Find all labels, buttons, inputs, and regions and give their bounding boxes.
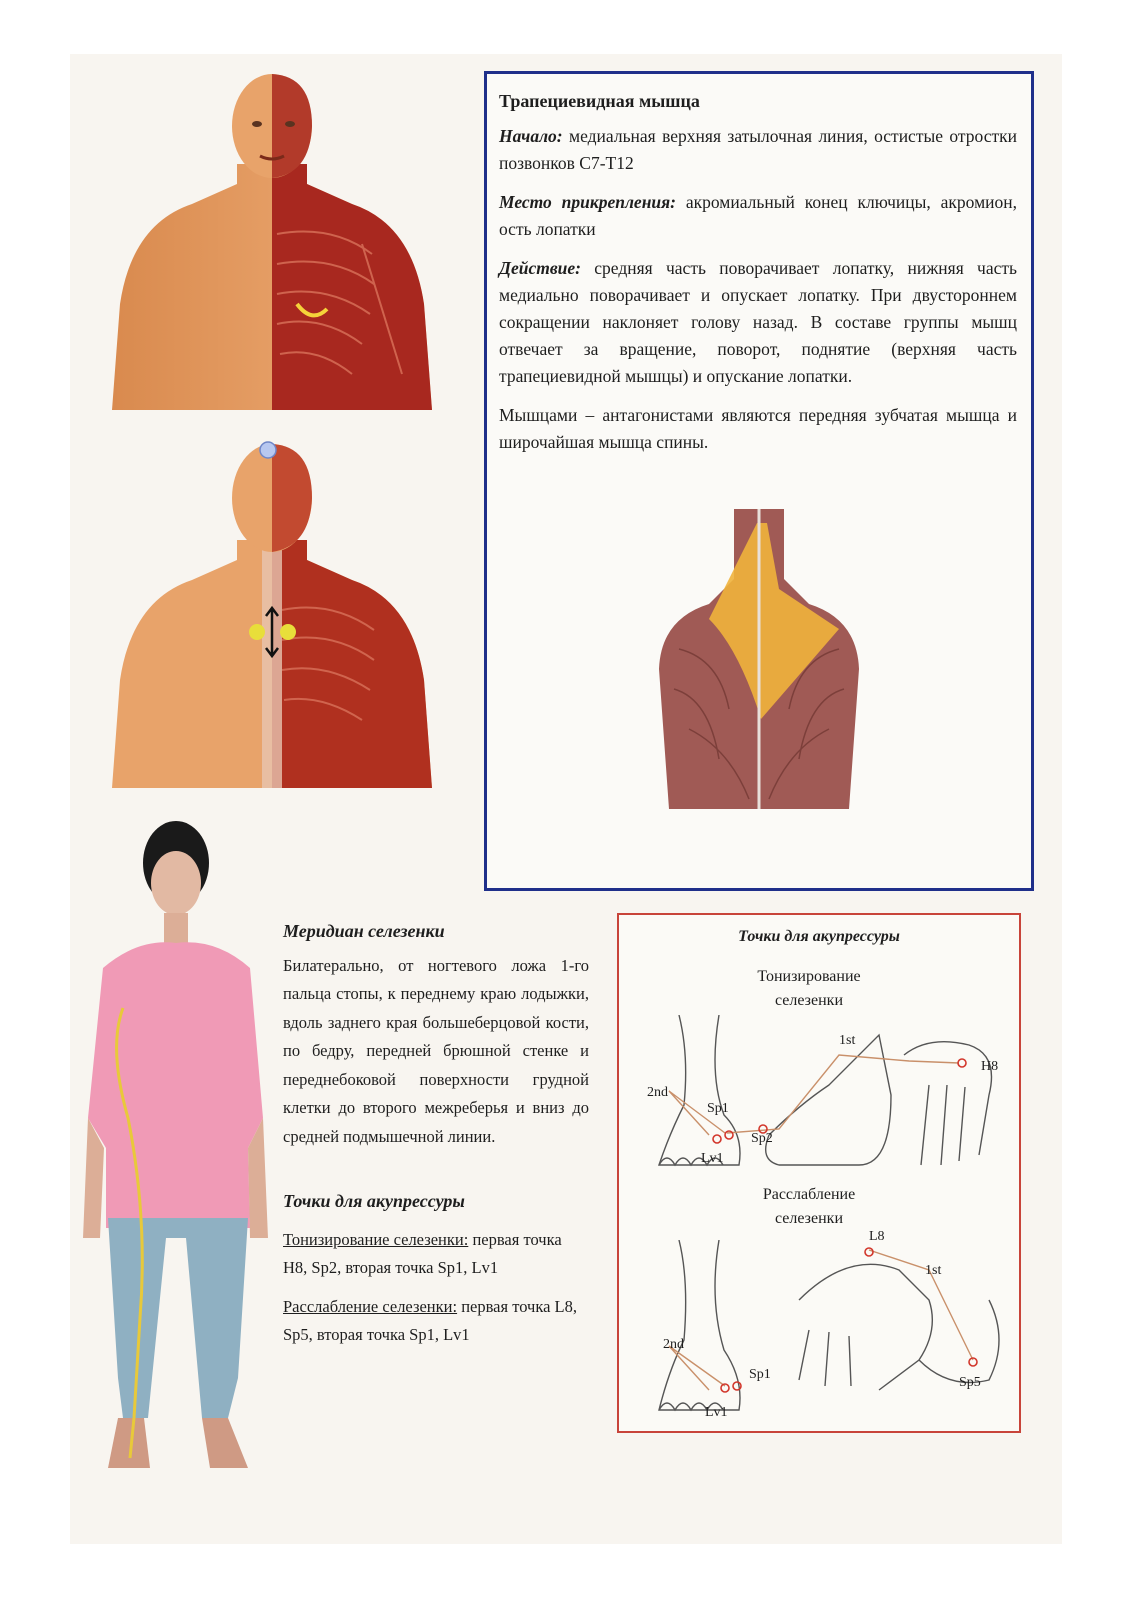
acupressure-diagram-box xyxy=(617,913,1021,1433)
label-2nd-tone: 2nd xyxy=(647,1085,668,1100)
tone-spleen-text: Тонизирование селезенки: первая точка H8, Sp2, вторая точка Sp1, Lv1 xyxy=(283,1229,562,1277)
relax-spleen-text: Расслабление селезенки: первая точка L8, Sp5, вторая точка Sp1, Lv1 xyxy=(283,1296,578,1344)
trapezius-insertion: Место прикрепления: акромиальный конец ключицы, акромион, ость лопатки xyxy=(499,192,1017,239)
label-sp1-tone: Sp1 xyxy=(707,1101,729,1116)
label-sp2: Sp2 xyxy=(751,1131,773,1146)
meridian-text-block xyxy=(283,917,589,1360)
meridian-title: Меридиан селезенки xyxy=(283,921,445,941)
label-lv1-tone: Lv1 xyxy=(701,1151,724,1166)
label-2nd-relax: 2nd xyxy=(663,1337,684,1352)
trapezius-info-box xyxy=(484,71,1034,891)
front-torso-illustration xyxy=(112,74,432,410)
tone-heading: Тонизирование селезенки xyxy=(757,968,861,1009)
meridian-description: Билатерально, от ногтевого ложа 1-го пальца стопы, к переднему краю лодыжки, вдоль заднего края большеберцовой кости, по бедру, передней брюшной стенке и переднебоковой поверхности грудной клетки до второго межреберья и вниз до средней подмышечной линии. xyxy=(283,955,589,1146)
label-sp1-relax: Sp1 xyxy=(749,1367,771,1382)
acupressure-box-title: Точки для акупрессуры xyxy=(738,928,900,945)
trapezius-origin: Начало: медиальная верхняя затылочная линия, остистые отростки позвонков C7-T12 xyxy=(499,126,1017,173)
label-l8: L8 xyxy=(869,1229,885,1244)
relax-heading: Расслабление селезенки xyxy=(762,1186,856,1227)
tone-diagram-sketch xyxy=(629,1015,1013,1175)
trapezius-antagonists: Мышцами – антагонистами являются передняя зубчатая мышца и широчайшая мышца спины. xyxy=(499,405,1017,452)
label-sp5: Sp5 xyxy=(959,1375,981,1390)
relax-diagram-sketch xyxy=(629,1240,1013,1420)
trapezius-action: Действие: средняя часть поворачивает лопатку, нижняя часть медиально поворачивает и опускает лопатку. При двустороннем сокращении наклоняет голову назад. В составе группы мышц отвечает за вращение, поворот, поднятие (верхняя часть трапециевидной мышцы) и опускание лопатки. xyxy=(499,258,1017,386)
label-1st-tone: 1st xyxy=(839,1033,856,1048)
back-torso-illustration xyxy=(112,440,432,788)
acupressure-points-title: Точки для акупрессуры xyxy=(283,1191,465,1211)
label-h8: H8 xyxy=(981,1059,999,1074)
label-1st-relax: 1st xyxy=(925,1263,942,1278)
trapezius-title: Трапециевидная мышца xyxy=(499,91,700,111)
woman-meridian-photo xyxy=(78,818,268,1478)
trapezius-back-anatomy xyxy=(649,509,869,809)
label-lv1-relax: Lv1 xyxy=(705,1405,728,1420)
